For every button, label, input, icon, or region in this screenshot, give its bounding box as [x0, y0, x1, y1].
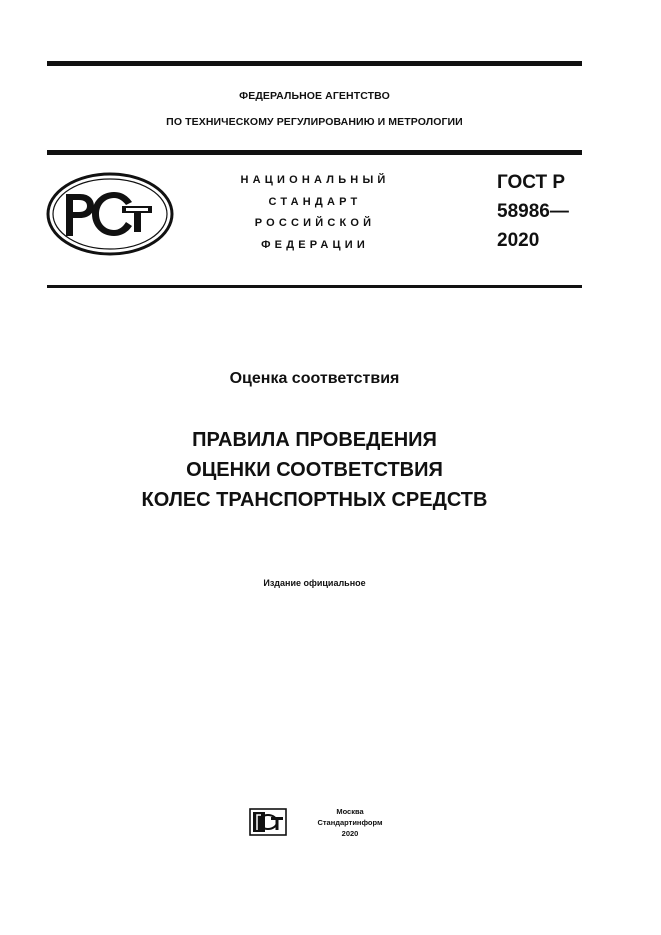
middle-divider	[47, 150, 582, 155]
publisher-year: 2020	[341, 829, 359, 838]
top-divider	[47, 61, 582, 66]
document-subject: Оценка соответствия	[229, 370, 400, 387]
standard-type-line3: РОССИЙСКОЙ	[254, 217, 376, 229]
designation-line2: 58986—	[497, 201, 569, 222]
publisher-city: Москва	[336, 807, 364, 816]
designation-line1: ГОСТ Р	[497, 172, 566, 193]
standard-designation	[497, 168, 569, 255]
title-line2: ОЦЕНКИ СООТВЕТСТВИЯ	[186, 459, 443, 481]
edition-note: Издание официальное	[263, 578, 366, 588]
title-line1: ПРАВИЛА ПРОВЕДЕНИЯ	[192, 429, 437, 451]
agency-name-line2: ПО ТЕХНИЧЕСКОМУ РЕГУЛИРОВАНИЮ И МЕТРОЛОГИИ	[166, 116, 463, 128]
standard-type-line2: СТАНДАРТ	[268, 195, 362, 208]
publisher-block	[305, 806, 395, 839]
rst-standard-logo-icon	[46, 172, 174, 256]
agency-name-line1: ФЕДЕРАЛЬНОЕ АГЕНТСТВО	[239, 90, 390, 102]
standard-type-line4: ФЕДЕРАЦИИ	[261, 238, 369, 251]
publisher-name: Стандартинформ	[317, 818, 383, 827]
standard-type-block	[200, 170, 430, 256]
document-title	[47, 425, 582, 515]
standard-type-line1: НАЦИОНАЛЬНЫЙ	[240, 174, 390, 186]
standartinform-logo-icon	[249, 808, 287, 836]
designation-line3: 2020	[497, 230, 540, 251]
title-line3: КОЛЕС ТРАНСПОРТНЫХ СРЕДСТВ	[141, 489, 488, 511]
bottom-divider	[47, 285, 582, 288]
